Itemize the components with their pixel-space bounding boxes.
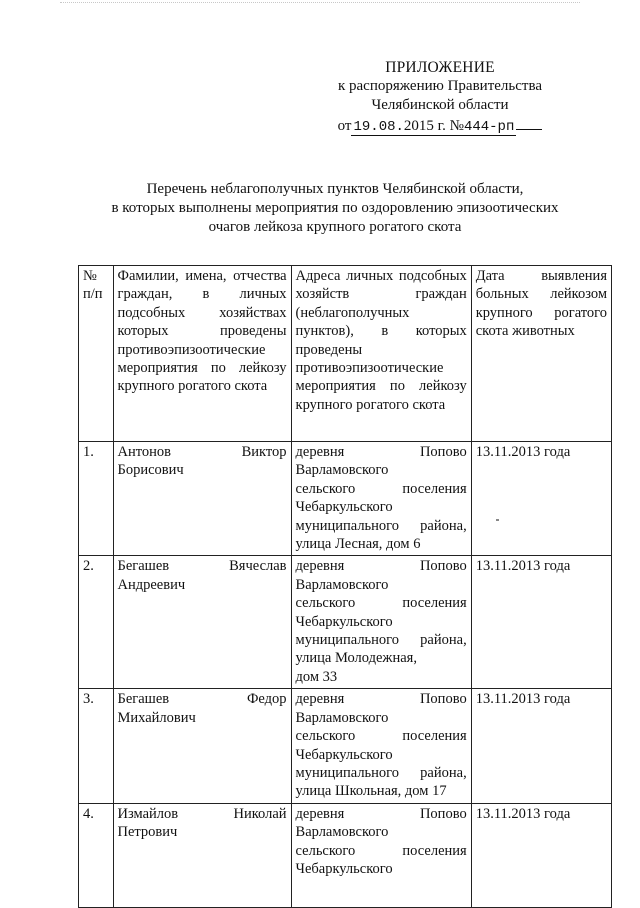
annex-block	[330, 58, 550, 136]
address-line: деревня Попово	[295, 558, 467, 575]
document-title	[100, 180, 570, 237]
address-line: деревня Попово	[295, 444, 467, 460]
address-line: Варламовского	[295, 576, 389, 593]
date-prefix: от	[337, 118, 352, 134]
address-line: деревня Попово	[295, 805, 467, 822]
address-line: улица Лесная, дом 6	[295, 536, 421, 553]
row-name: Бегашев Вячеслав Андреевич	[113, 556, 291, 689]
annex-line-1: к распоряжению Правительства	[337, 78, 542, 94]
address-line: Чебаркульского	[295, 746, 393, 763]
header-date: Дата выявления больных лейкозом крупного рогатого скота животных	[471, 266, 611, 442]
address-line: муниципального района,	[295, 517, 467, 534]
registry-table	[78, 265, 612, 908]
document-title-line-3: очагов лейкоза крупного рогатого скота	[208, 219, 462, 235]
address-line: муниципального района,	[295, 632, 467, 649]
address-line: Чебаркульского	[295, 860, 393, 877]
address-line: сельского поселения	[295, 480, 467, 497]
address-line: сельского поселения	[295, 728, 467, 745]
document-title-line-1: Перечень неблагополучных пунктов Челябинской области,	[146, 181, 524, 197]
header-address: Адреса личных подсобных хозяйств граждан (неблагополучных пунктов), в которых проведены противоэпизоотические мероприятия по лейкозу крупного рогатого скота	[291, 266, 471, 442]
row-address	[291, 689, 471, 803]
header-name: Фамилии, имена, отчества граждан, в личных подсобных хозяйствах которых проведены противоэпизоотические мероприятия по лейкозу крупного рогатого скота	[113, 266, 291, 442]
row-address	[291, 556, 471, 689]
row-num: 4.	[79, 803, 114, 907]
annex-date-line	[330, 115, 550, 136]
row-date: 13.11.2013 года	[471, 803, 611, 907]
annex-title: ПРИЛОЖЕНИЕ	[385, 59, 495, 76]
address-line: Варламовского	[295, 824, 389, 841]
row-num: 1.	[79, 442, 114, 556]
row-num: 3.	[79, 689, 114, 803]
scan-speck	[496, 519, 499, 521]
row-num: 2.	[79, 556, 114, 689]
address-line: улица Молодежная,	[295, 650, 417, 667]
table-row	[79, 442, 612, 556]
row-name: Бегашев Федор Михайлович	[113, 689, 291, 803]
table-row	[79, 689, 612, 803]
address-line: деревня Попово	[295, 691, 467, 708]
document-title-line-2: в которых выполнены мероприятия по оздоровлению эпизоотических	[111, 200, 559, 216]
address-line: дом 33	[295, 668, 338, 685]
row-date: 13.11.2013 года	[471, 556, 611, 689]
address-line: Чебаркульского	[295, 613, 393, 630]
address-line: Варламовского	[295, 709, 389, 726]
date-underline	[351, 118, 516, 136]
address-line: муниципального района,	[295, 764, 467, 781]
address-line: Варламовского	[295, 462, 389, 479]
address-line: Чебаркульского	[295, 499, 393, 516]
row-date: 13.11.2013 года	[471, 689, 611, 803]
scan-artifact	[60, 2, 580, 7]
number-value: 444-рп	[463, 119, 515, 135]
number-underline-tail	[516, 115, 542, 130]
row-name: Антонов Виктор Борисович	[113, 442, 291, 556]
table-row	[79, 556, 612, 689]
date-value: 19.08.	[353, 119, 404, 135]
year-text: 2015 г. №	[403, 118, 464, 134]
table-header-row	[79, 266, 612, 442]
address-line: сельского поселения	[295, 595, 467, 612]
annex-line-2: Челябинской области	[371, 97, 509, 113]
row-address	[291, 442, 471, 556]
address-line: улица Школьная, дом 17	[295, 783, 447, 800]
table-row	[79, 803, 612, 907]
row-date: 13.11.2013 года	[471, 442, 611, 556]
row-name: Измайлов Николай Петрович	[113, 803, 291, 907]
header-num: № п/п	[79, 266, 114, 442]
address-line: сельского поселения	[295, 842, 467, 859]
row-address	[291, 803, 471, 907]
